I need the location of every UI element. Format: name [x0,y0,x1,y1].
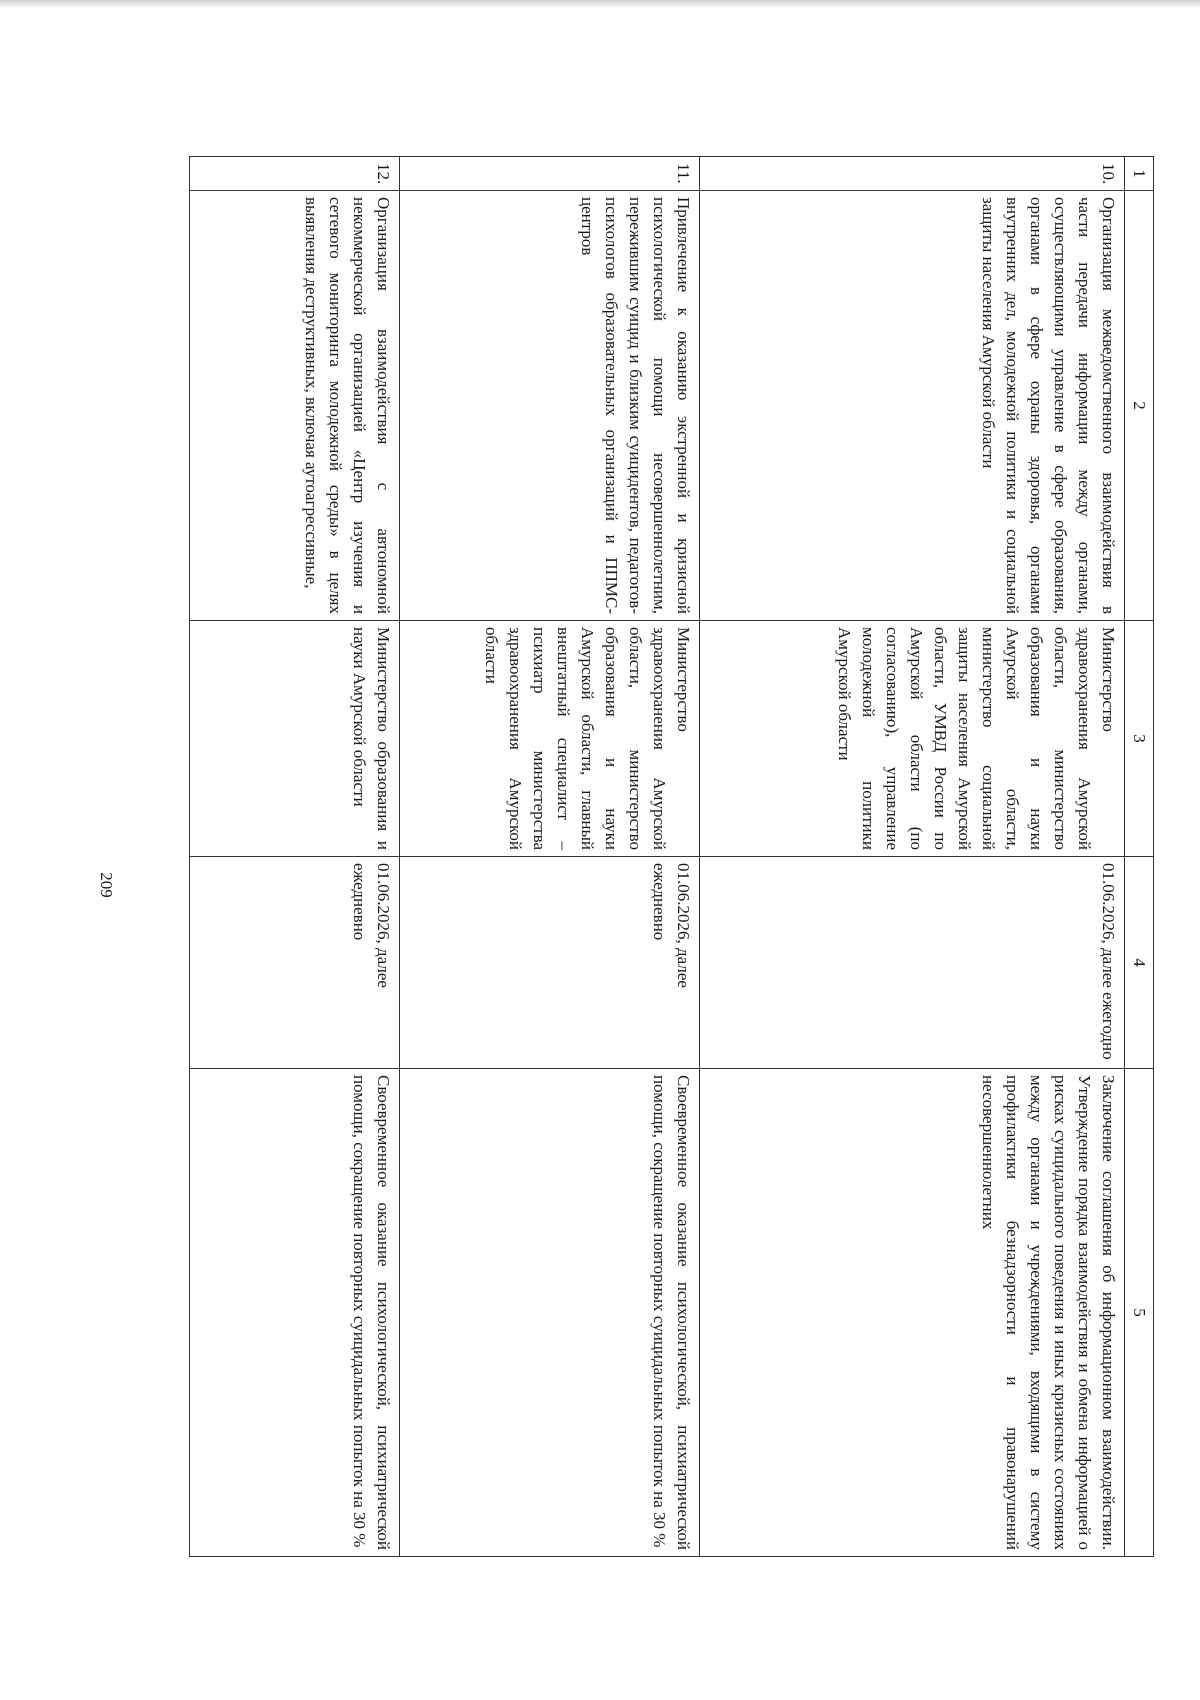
measure-description: Организация взаимодействия с автономной некоммерческой организацией «Центр изучения и сетевого мониторинга молодежной среды» в целях выявления деструктивных, включая аутоагрессивные, [190,191,400,621]
column-header: 1 [1125,157,1154,191]
expected-result: Заключение соглашения об информационном взаимодействии. Утверждение порядка взаимодействия и обмена информацией о рисках суицидального поведения и иных кризисных состояниях между органами и учреждениями, входящими в систему профилактики безнадзорности и правонарушений несовершеннолетних [700,1069,1125,1557]
measure-description: Организация межведомственного взаимодействия в части передачи информации между органами, осуществляющими управление в сфере образования, органами в сфере охраны здоровья, органами внутренних дел, молодежной политики и социальной защиты населения Амурской области [700,191,1125,621]
table-row [700,157,1125,1557]
scan-edge [0,0,1200,8]
row-number: 12. [190,157,400,191]
row-number: 10. [700,157,1125,191]
expected-result: Своевременное оказание психологической, психиатрической помощи, сокращение повторных суицидальных попыток на 30 % [190,1069,400,1557]
page-number: 209 [97,872,116,898]
responsible-bodies: Министерство здравоохранения Амурской области, министерство образования и науки Амурской области, министерство социальной защиты населения Амурской области, УМВД России по Амурской области (по согласованию), управление молодежной политики Амурской области [700,621,1125,857]
responsible-bodies: Министерство здравоохранения Амурской области, министерство образования и науки Амурской области, главный внештатный специалист – психиатр министерства здравоохранения Амурской области [400,621,700,857]
column-header: 2 [1125,191,1154,621]
measure-description: Привлечение к оказанию экстренной и кризисной психологической помощи несовершеннолетним, пережившим суицид и близким суицидентов, педагогов-психологов образовательных организаций и ППМС-центров [400,191,700,621]
table-header-row [1125,157,1154,1557]
table-row [400,157,700,1557]
column-header: 3 [1125,621,1154,857]
expected-result: Своевременное оказание психологической, психиатрической помощи, сокращение повторных суицидальных попыток на 30 % [400,1069,700,1557]
deadline: 01.06.2026, далее ежегодно [700,857,1125,1069]
rotated-table-container [196,156,1154,1556]
responsible-bodies: Министерство образования и науки Амурской области [190,621,400,857]
column-header: 5 [1125,1069,1154,1557]
row-number: 11. [400,157,700,191]
column-header: 4 [1125,857,1154,1069]
deadline: 01.06.2026, далее ежедневно [190,857,400,1069]
measures-table [189,156,1154,1557]
deadline: 01.06.2026, далее ежедневно [400,857,700,1069]
table-row [190,157,400,1557]
